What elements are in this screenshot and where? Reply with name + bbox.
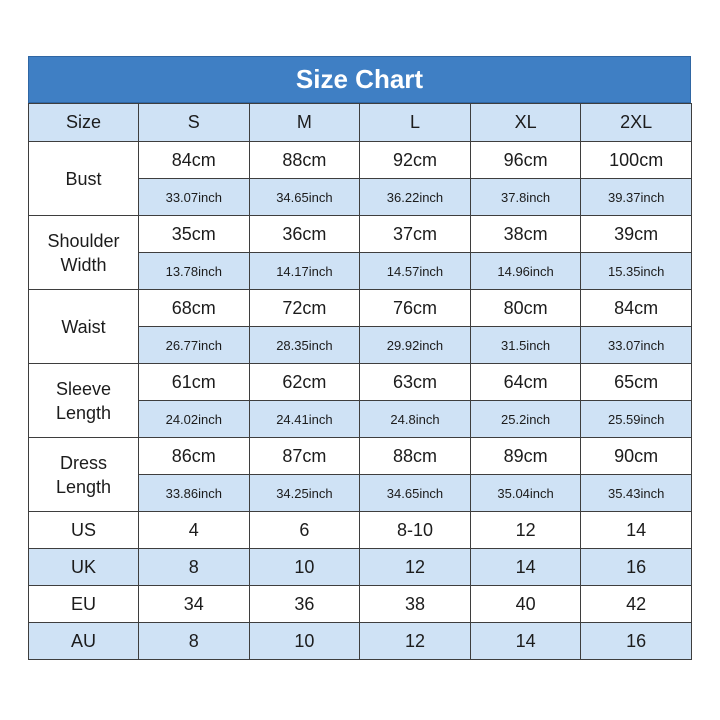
region-row bbox=[29, 586, 692, 623]
region-size-value: 10 bbox=[249, 549, 360, 586]
region-row bbox=[29, 623, 692, 660]
cm-value: 100cm bbox=[581, 142, 692, 179]
region-size-value: 12 bbox=[360, 549, 471, 586]
cm-value: 84cm bbox=[581, 290, 692, 327]
cm-value: 37cm bbox=[360, 216, 471, 253]
cm-value: 90cm bbox=[581, 438, 692, 475]
header-size-label: Size bbox=[29, 104, 139, 142]
cm-value: 92cm bbox=[360, 142, 471, 179]
region-label: US bbox=[29, 512, 139, 549]
region-row bbox=[29, 512, 692, 549]
inch-value: 37.8inch bbox=[470, 179, 581, 216]
measurement-label: Sleeve Length bbox=[29, 364, 139, 438]
region-size-value: 14 bbox=[581, 512, 692, 549]
region-size-value: 8 bbox=[139, 623, 250, 660]
region-size-value: 42 bbox=[581, 586, 692, 623]
cm-value: 72cm bbox=[249, 290, 360, 327]
inch-value: 14.17inch bbox=[249, 253, 360, 290]
measurement-cm-row bbox=[29, 142, 692, 179]
region-size-value: 34 bbox=[139, 586, 250, 623]
measurement-label: Waist bbox=[29, 290, 139, 364]
cm-value: 63cm bbox=[360, 364, 471, 401]
header-size-xl: XL bbox=[470, 104, 581, 142]
cm-value: 86cm bbox=[139, 438, 250, 475]
inch-value: 39.37inch bbox=[581, 179, 692, 216]
cm-value: 65cm bbox=[581, 364, 692, 401]
region-size-value: 38 bbox=[360, 586, 471, 623]
cm-value: 76cm bbox=[360, 290, 471, 327]
inch-value: 35.04inch bbox=[470, 475, 581, 512]
measurement-cm-row bbox=[29, 290, 692, 327]
cm-value: 38cm bbox=[470, 216, 581, 253]
inch-value: 24.41inch bbox=[249, 401, 360, 438]
cm-value: 88cm bbox=[249, 142, 360, 179]
region-label: AU bbox=[29, 623, 139, 660]
cm-value: 80cm bbox=[470, 290, 581, 327]
inch-value: 34.65inch bbox=[249, 179, 360, 216]
cm-value: 35cm bbox=[139, 216, 250, 253]
measurement-cm-row bbox=[29, 438, 692, 475]
cm-value: 39cm bbox=[581, 216, 692, 253]
header-size-l: L bbox=[360, 104, 471, 142]
inch-value: 35.43inch bbox=[581, 475, 692, 512]
region-size-value: 12 bbox=[360, 623, 471, 660]
region-size-value: 16 bbox=[581, 549, 692, 586]
inch-value: 13.78inch bbox=[139, 253, 250, 290]
inch-value: 28.35inch bbox=[249, 327, 360, 364]
header-size-s: S bbox=[139, 104, 250, 142]
inch-value: 14.57inch bbox=[360, 253, 471, 290]
measurement-cm-row bbox=[29, 216, 692, 253]
cm-value: 64cm bbox=[470, 364, 581, 401]
cm-value: 88cm bbox=[360, 438, 471, 475]
inch-value: 36.22inch bbox=[360, 179, 471, 216]
cm-value: 62cm bbox=[249, 364, 360, 401]
size-chart bbox=[28, 56, 691, 660]
region-size-value: 8 bbox=[139, 549, 250, 586]
inch-value: 34.65inch bbox=[360, 475, 471, 512]
cm-value: 36cm bbox=[249, 216, 360, 253]
measurement-cm-row bbox=[29, 364, 692, 401]
inch-value: 33.07inch bbox=[581, 327, 692, 364]
region-label: UK bbox=[29, 549, 139, 586]
inch-value: 34.25inch bbox=[249, 475, 360, 512]
cm-value: 96cm bbox=[470, 142, 581, 179]
region-size-value: 6 bbox=[249, 512, 360, 549]
inch-value: 14.96inch bbox=[470, 253, 581, 290]
region-size-value: 10 bbox=[249, 623, 360, 660]
region-label: EU bbox=[29, 586, 139, 623]
cm-value: 89cm bbox=[470, 438, 581, 475]
region-size-value: 14 bbox=[470, 623, 581, 660]
inch-value: 24.02inch bbox=[139, 401, 250, 438]
header-size-m: M bbox=[249, 104, 360, 142]
cm-value: 84cm bbox=[139, 142, 250, 179]
inch-value: 26.77inch bbox=[139, 327, 250, 364]
cm-value: 87cm bbox=[249, 438, 360, 475]
inch-value: 31.5inch bbox=[470, 327, 581, 364]
header-row bbox=[29, 104, 692, 142]
inch-value: 15.35inch bbox=[581, 253, 692, 290]
inch-value: 25.59inch bbox=[581, 401, 692, 438]
inch-value: 25.2inch bbox=[470, 401, 581, 438]
region-size-value: 4 bbox=[139, 512, 250, 549]
region-size-value: 36 bbox=[249, 586, 360, 623]
region-size-value: 14 bbox=[470, 549, 581, 586]
region-size-value: 16 bbox=[581, 623, 692, 660]
measurement-label: Shoulder Width bbox=[29, 216, 139, 290]
size-table bbox=[28, 103, 692, 660]
inch-value: 24.8inch bbox=[360, 401, 471, 438]
region-size-value: 8-10 bbox=[360, 512, 471, 549]
measurement-label: Dress Length bbox=[29, 438, 139, 512]
inch-value: 29.92inch bbox=[360, 327, 471, 364]
measurement-label: Bust bbox=[29, 142, 139, 216]
inch-value: 33.07inch bbox=[139, 179, 250, 216]
region-size-value: 40 bbox=[470, 586, 581, 623]
region-size-value: 12 bbox=[470, 512, 581, 549]
cm-value: 61cm bbox=[139, 364, 250, 401]
header-size-2xl: 2XL bbox=[581, 104, 692, 142]
cm-value: 68cm bbox=[139, 290, 250, 327]
inch-value: 33.86inch bbox=[139, 475, 250, 512]
region-row bbox=[29, 549, 692, 586]
chart-title: Size Chart bbox=[28, 56, 691, 103]
